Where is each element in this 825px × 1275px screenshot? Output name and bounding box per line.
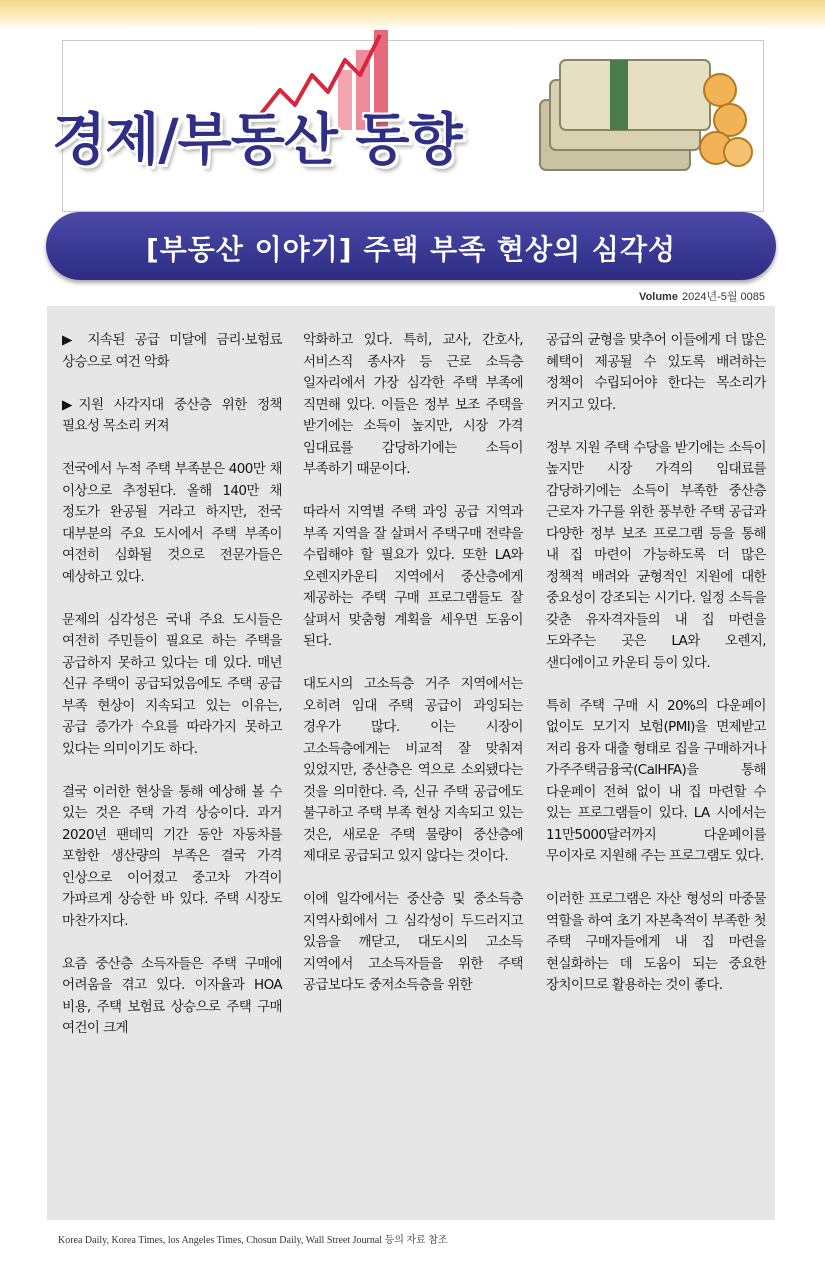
article-column-3	[546, 330, 766, 1018]
paragraph: 이에 일각에서는 중산층 및 중소득층 지역사회에서 그 심각성이 두드러지고 있음을 깨닫고, 대도시의 고소득 지역에서 고소득자들을 위한 주택 공급보다도 중저소득층을 위한	[303, 891, 523, 993]
paragraph: 악화하고 있다. 특히, 교사, 간호사, 서비스직 종사자 등 근로 소득층 일자리에서 가장 심각한 주택 부족에 직면해 있다. 이들은 정부 보조 주택을 받기에는 소득이 높지만, 시장 가격 임대료를 감당하기에는 소득이 부족하기 때문이다.	[303, 332, 523, 477]
volume-label: Volume	[639, 291, 678, 303]
summary-bullet-1: ▶ 지속된 공급 미달에 금리·보험료 상승으로 여건 악화	[62, 332, 282, 370]
paragraph: 문제의 심각성은 국내 주요 도시들은 여전히 주민들이 필요로 하는 주택을 공급하지 못하고 있다는 데 있다. 매년 신규 주택이 공급되었음에도 주택 공급 부족 현상이 지속되고 있는 이유는, 공급 증가가 수요를 따라가지 못하고 있다는 의미이기도 하다.	[62, 611, 282, 757]
paragraph: 대도시의 고소득층 거주 지역에서는 오히려 임대 주택 공급이 과잉되는 경우가 많다. 이는 시장이 고소득층에게는 비교적 잘 맞춰져 있었지만, 중산층은 역으로 소외됐다는 것을 의미한다. 즉, 신규 주택 공급에도 불구하고 주택 부족 현상 지속되고 있는 것은, 새로운 주택 물량이 중산층에 제대로 공급되고 있지 않다는 것이다.	[303, 676, 523, 864]
paragraph: 결국 이러한 현상을 통해 예상해 볼 수 있는 것은 주택 가격 상승이다. 과거 2020년 팬데믹 기간 동안 자동차를 포함한 생산량의 부족은 결국 가격 인상으로 이어졌고 중고차 가격이 가파르게 상승한 바 있다. 주택 시장도 마찬가지다.	[62, 783, 282, 929]
paragraph: 특히 주택 구매 시 20%의 다운페이 없이도 모기지 보험(PMI)을 면제받고 저리 융자 대출 형태로 집을 구매하거나 가주주택금융국(CalHFA)을 통해 다운페이 전혀 없이 내 집 마련할 수 있는 프로그램들이 있다. LA 시에서는 11만5000달러까지 다운페이를 무이자로 지원해 주는 프로그램도 있다.	[546, 697, 766, 864]
volume-info	[639, 288, 765, 304]
paragraph: 따라서 지역별 주택 과잉 공급 지역과 부족 지역을 잘 살펴서 주택구매 전략을 수립해야 할 필요가 있다. 또한 LA와 오렌지카운티 지역에서 중산층에게 제공하는 주택 구매 프로그램들도 잘 살펴서 맞춤형 계획을 세우면 도움이 된다.	[303, 504, 523, 649]
article-column-1	[62, 330, 282, 1061]
paragraph: 이러한 프로그램은 자산 형성의 마중물 역할을 하여 초기 자본축적이 부족한 첫 주택 구매자들에게 내 집 마련을 현실화하는 데 도움이 되는 중요한 장치이므로 활용하는 것이 좋다.	[546, 891, 766, 993]
paragraph: 전국에서 누적 주택 부족분은 400만 채 이상으로 추정된다. 올해 140만 채 정도가 완공될 거라고 하지만, 전국 대부분의 주요 도시에서 주택 부족이 여전히 심화될 것으로 전문가들은 예상하고 있다.	[62, 461, 282, 585]
article-column-2	[303, 330, 523, 1018]
site-title: 경제/부동산 동향	[52, 108, 462, 173]
volume-value: 2024년-5월 0085	[681, 291, 765, 303]
paragraph: 공급의 균형을 맞추어 이들에게 더 많은 혜택이 제공될 수 있도록 배려하는 정책이 수립되어야 한다는 목소리가 커지고 있다.	[546, 332, 766, 413]
article-headline: [부동산 이야기] 주택 부족 현상의 심각성	[145, 233, 677, 266]
source-footnote: Korea Daily, Korea Times, los Angeles Times, Chosun Daily, Wall Street Journal 등의 자료 참조	[58, 1235, 448, 1246]
paragraph: 정부 지원 주택 수당을 받기에는 소득이 높지만 시장 가격의 임대료를 감당하기에는 소득이 부족한 중산층 근로자 가구를 위한 풍부한 주택 공급과 다양한 정부 보조 프로그램 등을 통해 내 집 마련이 가능하도록 더 많은 정책적 배려와 균형적인 지원에 대한 중요성이 강조되는 시기다. 일정 소득을 갖춘 유자격자들의 내 집 마련을 도와주는 곳은 LA와 오렌지, 샌디에이고 카운티 등이 있다.	[546, 439, 766, 671]
summary-bullet-2: ▶지원 사각지대 중산층 위한 정책 필요성 목소리 커져	[62, 396, 282, 434]
headline-banner	[46, 212, 776, 280]
money-bundle-icon	[520, 30, 760, 200]
paragraph: 요즘 중산층 소득자들은 주택 구매에 어려움을 겪고 있다. 이자율과 HOA 비용, 주택 보험료 상승으로 주택 구매 여건이 크게	[62, 955, 282, 1036]
